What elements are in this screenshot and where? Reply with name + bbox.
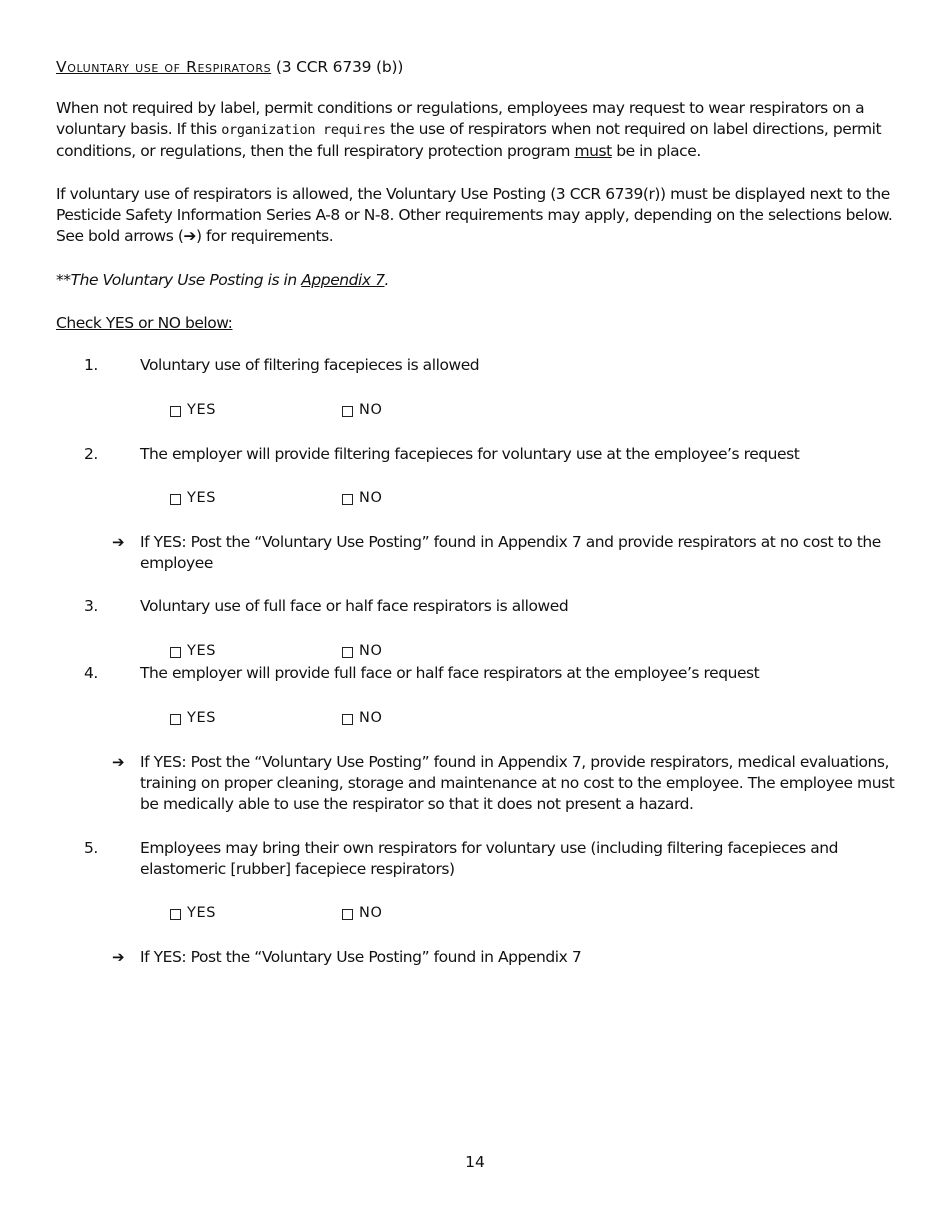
arrow-right-icon: ➔ (112, 533, 125, 551)
no-label: NO (359, 490, 383, 506)
checkbox-icon[interactable] (342, 494, 353, 505)
checkbox-icon[interactable] (170, 714, 181, 725)
item-text: The employer will provide filtering facepieces for voluntary use at the employee’s request (140, 445, 800, 463)
yes-label: YES (187, 402, 217, 418)
item-text: Employees may bring their own respirators for voluntary use (including filtering facepieces and elastomeric [rubber] facepiece respirators) (140, 839, 839, 878)
no-checkbox-item-3[interactable] (342, 641, 382, 662)
yes-label: YES (187, 643, 217, 659)
section-reference: (3 CCR 6739 (b)) (271, 58, 404, 76)
checkbox-icon[interactable] (170, 406, 181, 417)
yes-checkbox-item-3[interactable] (170, 641, 216, 662)
paragraph-posting-requirement: If voluntary use of respirators is allowed, the Voluntary Use Posting (3 CCR 6739(r)) must be displayed next to the Pesticide Safety Information Series A-8 or N-8. Other requirements may apply, depending on the selections below. See bold arrows (➔) for requirements. (56, 185, 893, 245)
check-instruction: Check YES or NO below: (56, 314, 233, 332)
no-label: NO (359, 905, 383, 921)
paragraph-voluntary-request (56, 98, 896, 162)
item-text: Voluntary use of full face or half face respirators is allowed (140, 597, 569, 615)
appendix-note (56, 270, 896, 291)
para1-text-a: When not required by label, permit conditions or regulations, employees may request to wear respirators on a voluntary basis. If this (56, 99, 865, 138)
no-checkbox-item-2[interactable] (342, 488, 382, 509)
checkbox-icon[interactable] (342, 909, 353, 920)
choices-item-4 (170, 708, 570, 729)
para1-text-b: the use of respirators when not required on label directions, permit conditions, or regulations, then the full respiratory protection program (56, 120, 882, 160)
yes-label: YES (187, 905, 217, 921)
para1-mono-text: organization requires (221, 122, 386, 138)
requirement-text: If YES: Post the “Voluntary Use Posting” found in Appendix 7 and provide respirators at no cost to the employee (140, 533, 881, 572)
appendix-note-prefix: **The Voluntary Use Posting is in (56, 271, 302, 289)
no-checkbox-item-4[interactable] (342, 708, 382, 729)
yes-checkbox-item-4[interactable] (170, 708, 216, 729)
checkbox-icon[interactable] (170, 494, 181, 505)
item-number: 2. (84, 445, 98, 463)
no-label: NO (359, 710, 383, 726)
choices-item-3 (170, 641, 570, 662)
no-checkbox-item-1[interactable] (342, 400, 382, 421)
arrow-right-icon: ➔ (112, 753, 125, 771)
yes-checkbox-item-5[interactable] (170, 903, 216, 924)
requirement-text: If YES: Post the “Voluntary Use Posting” found in Appendix 7 (140, 948, 582, 966)
item-number: 5. (84, 839, 98, 857)
checkbox-icon[interactable] (342, 647, 353, 658)
choices-item-1 (170, 400, 570, 421)
yes-checkbox-item-1[interactable] (170, 400, 216, 421)
item-number: 1. (84, 356, 98, 374)
yes-label: YES (187, 710, 217, 726)
no-label: NO (359, 643, 383, 659)
appendix-7-link[interactable]: Appendix 7 (301, 271, 385, 289)
item-number: 3. (84, 597, 98, 615)
checkbox-icon[interactable] (342, 406, 353, 417)
no-label: NO (359, 402, 383, 418)
item-text: The employer will provide full face or half face respirators at the employee’s request (140, 664, 760, 682)
checkbox-icon[interactable] (170, 647, 181, 658)
requirement-text: If YES: Post the “Voluntary Use Posting” found in Appendix 7, provide respirators, medical evaluations, training on proper cleaning, storage and maintenance at no cost to the employee. The employee must be medically able to use the respirator so that it does not present a hazard. (140, 753, 895, 813)
item-number: 4. (84, 664, 98, 682)
section-heading (56, 57, 896, 78)
choices-item-5 (170, 903, 570, 924)
para1-must: must (574, 142, 612, 160)
no-checkbox-item-5[interactable] (342, 903, 382, 924)
para1-text-c: be in place. (611, 142, 701, 160)
arrow-right-icon: ➔ (112, 948, 125, 966)
choices-item-2 (170, 488, 570, 509)
appendix-note-suffix: . (384, 271, 389, 289)
yes-label: YES (187, 490, 217, 506)
page-number: 14 (465, 1153, 485, 1171)
checkbox-icon[interactable] (342, 714, 353, 725)
checkbox-icon[interactable] (170, 909, 181, 920)
yes-checkbox-item-2[interactable] (170, 488, 216, 509)
item-text: Voluntary use of filtering facepieces is allowed (140, 356, 480, 374)
section-title: Voluntary use of Respirators (56, 58, 272, 76)
